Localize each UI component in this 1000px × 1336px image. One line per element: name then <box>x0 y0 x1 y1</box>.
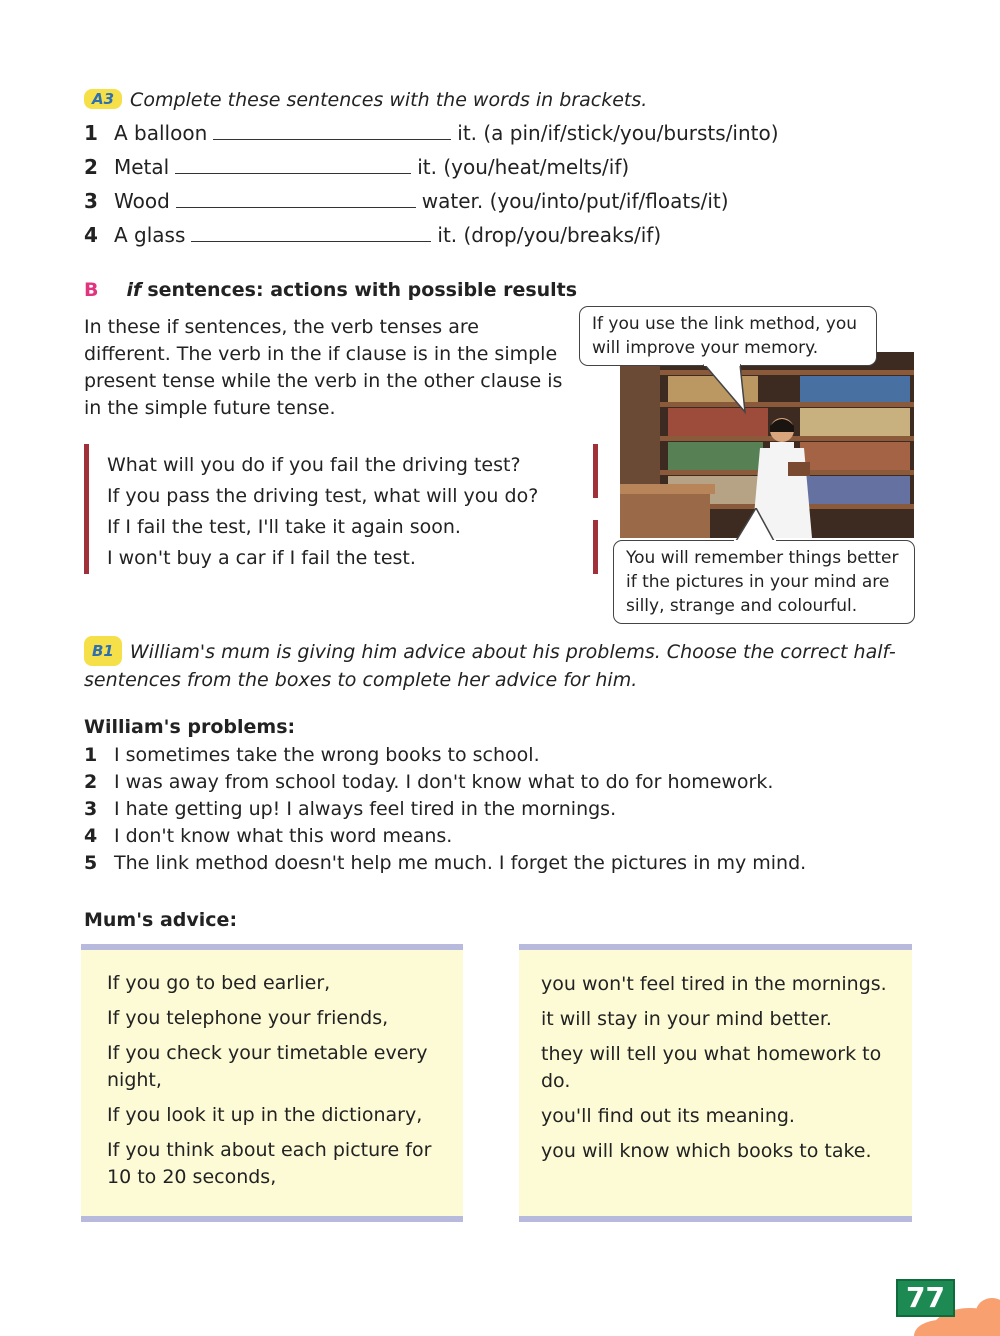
page-number: 77 <box>896 1279 955 1317</box>
advice-right-item[interactable]: you will know which books to take. <box>541 1140 872 1162</box>
speech-bubble-bottom: You will remember things better if the pictures in your mind are silly, strange and colourful. <box>613 540 915 624</box>
advice-right-item[interactable]: you'll find out its meaning. <box>541 1105 795 1127</box>
bubble-tail-top <box>690 364 750 416</box>
advice-left-item[interactable]: If you check your timetable every night, <box>107 1042 428 1091</box>
list-item: 2 I was away from school today. I don't know what to do for homework. <box>84 771 774 793</box>
a3-item: 1 A balloon it. (a pin/if/stick/you/bursts/into) <box>84 121 779 145</box>
example-sentence: If you pass the driving test, what will you do? <box>107 485 539 507</box>
list-item: 3 I hate getting up! I always feel tired in the mornings. <box>84 798 617 820</box>
section-b-paragraph: In these if sentences, the verb tenses are different. The verb in the if clause is in the simple present tense while the verb in the other clause is in the simple future tense. <box>84 316 563 419</box>
a3-item: 4 A glass it. (drop/you/breaks/if) <box>84 223 662 247</box>
example-sentence: If I fail the test, I'll take it again soon. <box>107 516 461 538</box>
list-item: 1 I sometimes take the wrong books to school. <box>84 744 540 766</box>
example-sentence: What will you do if you fail the driving test? <box>107 454 521 476</box>
b1-instruction: William's mum is giving him advice about his problems. Choose the correct half-sentences from the boxes to complete her advice for him. <box>84 641 896 691</box>
b1-badge: B1 <box>84 636 122 666</box>
answer-blank[interactable] <box>175 159 411 174</box>
example-bar <box>593 444 598 498</box>
answer-blank[interactable] <box>176 193 416 208</box>
a3-badge: A3 <box>84 89 122 109</box>
b1-header <box>84 636 934 694</box>
advice-right-item[interactable]: you won't feel tired in the mornings. <box>541 973 887 995</box>
advice-left-item[interactable]: If you look it up in the dictionary, <box>107 1104 423 1126</box>
problems-list <box>84 742 806 877</box>
advice-heading: Mum's advice: <box>84 909 238 931</box>
example-bar <box>593 520 598 574</box>
answer-blank[interactable] <box>191 227 431 242</box>
advice-left-item[interactable]: If you telephone your friends, <box>107 1007 389 1029</box>
a3-item: 3 Wood water. (you/into/put/if/floats/it) <box>84 189 729 213</box>
advice-left-item[interactable]: If you go to bed earlier, <box>107 972 331 994</box>
example-bar <box>84 444 89 574</box>
advice-right-item[interactable]: they will tell you what homework to do. <box>541 1043 882 1092</box>
bubble-tail-bottom <box>720 508 780 544</box>
list-item: 5 The link method doesn't help me much. I forget the pictures in my mind. <box>84 852 807 874</box>
list-item: 4 I don't know what this word means. <box>84 825 453 847</box>
section-b-heading: B if sentences: actions with possible results <box>84 279 578 301</box>
a3-header <box>84 89 647 111</box>
speech-bubble-top: If you use the link method, you will improve your memory. <box>579 306 877 366</box>
answer-blank[interactable] <box>213 125 451 140</box>
a3-instruction: Complete these sentences with the words in brackets. <box>130 89 648 111</box>
example-sentence: I won't buy a car if I fail the test. <box>107 547 416 569</box>
problems-heading: William's problems: <box>84 716 296 738</box>
advice-box-left <box>81 944 463 1222</box>
advice-box-right <box>519 944 912 1222</box>
advice-right-item[interactable]: it will stay in your mind better. <box>541 1008 832 1030</box>
advice-left-item[interactable]: If you think about each picture for 10 to 20 seconds, <box>107 1139 432 1188</box>
example-sentences <box>107 450 538 574</box>
a3-item: 2 Metal it. (you/heat/melts/if) <box>84 155 630 179</box>
